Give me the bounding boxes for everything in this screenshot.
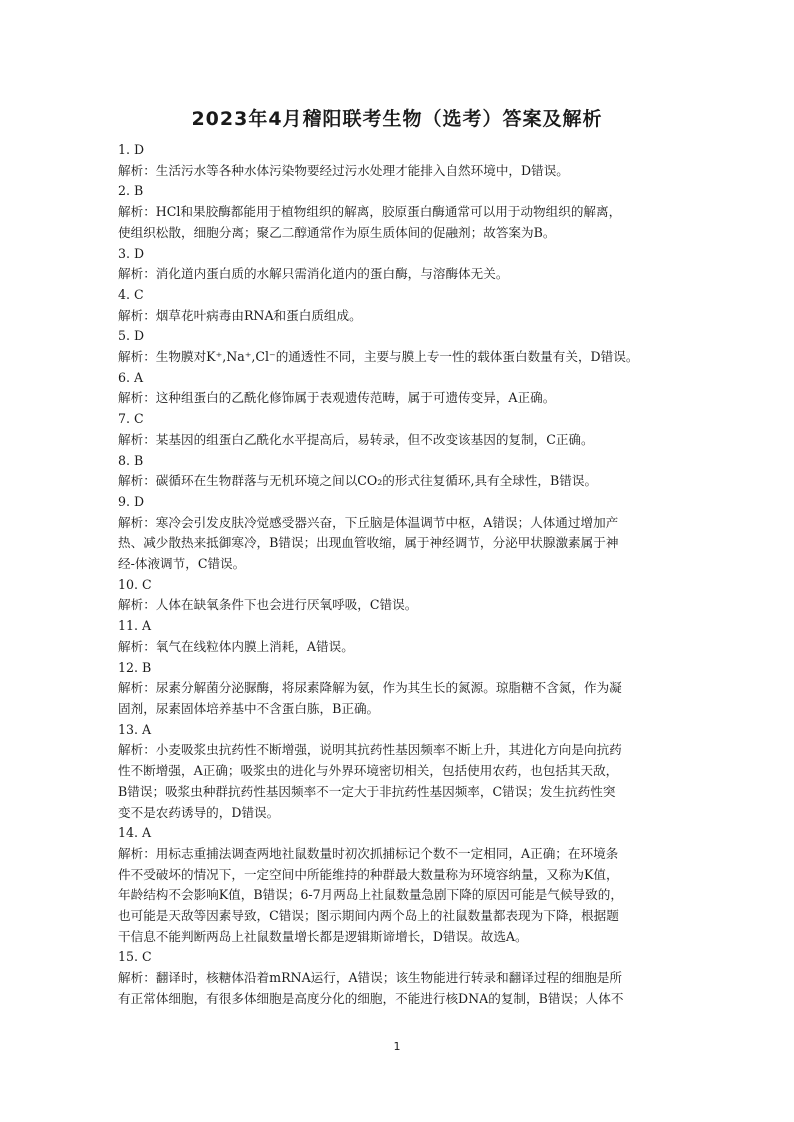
explanation-line: 解析：消化道内蛋白质的水解只需消化道内的蛋白酶，与溶酶体无关。 <box>118 266 509 282</box>
explanation-line: 解析：用标志重捕法调查两地社鼠数量时初次抓捕标记个数不一定相同，A正确；在环境条 <box>118 845 619 861</box>
answer-number: 11. A <box>118 618 152 634</box>
answer-number: 1. D <box>118 142 145 157</box>
answer-number: 2. B <box>118 183 144 199</box>
explanation-line: 干信息不能判断两岛上社鼠数量增长都是逻辑斯谛增长，D错误。故选A。 <box>118 928 528 944</box>
explanation-line: 经-体液调节，C错误。 <box>118 556 246 572</box>
explanation-line: B错误；吸浆虫种群抗药性基因频率不一定大于非抗药性基因频率，C错误；发生抗药性突 <box>118 783 616 799</box>
page-number: 1 <box>393 1040 401 1053</box>
explanation-line: 解析：人体在缺氧条件下也会进行厌氧呼吸，C错误。 <box>118 597 418 613</box>
answer-number: 14. A <box>118 825 152 841</box>
answer-number: 7. C <box>118 411 144 427</box>
explanation-line: 解析：寒冷会引发皮肤冷觉感受器兴奋，下丘脑是体温调节中枢，A错误；人体通过增加产 <box>118 514 619 530</box>
explanation-line: 性不断增强，A正确；吸浆虫的进化与外界环境密切相关，包括使用农药，也包括其天敌， <box>118 763 619 779</box>
answer-number: 15. C <box>118 949 152 965</box>
explanation-line: 变不是农药诱导的，D错误。 <box>118 804 280 820</box>
explanation-line: 解析：这种组蛋白的乙酰化修饰属于表观遗传范畴，属于可遗传变异，A正确。 <box>118 390 556 406</box>
explanation-line: 解析：生物膜对K⁺,Na⁺,Cl⁻的通透性不同，主要与膜上专一性的载体蛋白数量有关，D错误。 <box>118 349 639 365</box>
explanation-line: 解析：生活污水等各种水体污染物要经过污水处理才能排入自然环境中，D错误。 <box>118 162 569 178</box>
answer-list <box>118 140 676 1010</box>
explanation-line: 有正常体细胞，有很多体细胞是高度分化的细胞，不能进行核DNA的复制，B错误；人体不 <box>118 990 624 1006</box>
explanation-line: 解析：氧气在线粒体内膜上消耗，A错误。 <box>118 638 354 654</box>
explanation-line: 解析：翻译时，核糖体沿着mRNA运行，A错误；该生物能进行转录和翻译过程的细胞是所 <box>118 970 623 986</box>
page-title: 2023年4月稽阳联考生物（选考）答案及解析 <box>191 108 603 130</box>
explanation-line: 热、减少散热来抵御寒冷，B错误；出现血管收缩，属于神经调节，分泌甲状腺激素属于神 <box>118 535 619 551</box>
explanation-line: 年龄结构不会影响K值，B错误；6-7月两岛上社鼠数量急剧下降的原因可能是气候导致的， <box>118 887 623 903</box>
explanation-line: 解析：碳循环在生物群落与无机环境之间以CO₂的形式往复循环,具有全球性，B错误。 <box>118 473 598 489</box>
answer-number: 9. D <box>118 493 145 509</box>
answer-number: 8. B <box>118 452 144 468</box>
explanation-line: 件不受破坏的情况下，一定空间中所能维持的种群最大数量称为环境容纳量，又称为K值， <box>118 866 619 882</box>
explanation-line: 解析：某基因的组蛋白乙酰化水平提高后，易转录，但不改变该基因的复制，C正确。 <box>118 431 594 447</box>
explanation-line: 解析：烟草花叶病毒由RNA和蛋白质组成。 <box>118 307 362 323</box>
explanation-line: 固剂，尿素固体培养基中不含蛋白胨，B正确。 <box>118 700 380 716</box>
explanation-line: 解析：HCl和果胶酶都能用于植物组织的解离，胶原蛋白酶通常可以用于动物组织的解离， <box>118 204 622 220</box>
answer-number: 6. A <box>118 369 144 385</box>
answer-number: 13. A <box>118 721 152 737</box>
answer-number: 3. D <box>118 245 145 261</box>
explanation-line: 也可能是天敌等因素导致，C错误；图示期间内两个岛上的社鼠数量都表现为下降，根据题 <box>118 908 619 924</box>
explanation-line: 使组织松散，细胞分离；聚乙二醇通常作为原生质体间的促融剂；故答案为B。 <box>118 224 556 240</box>
explanation-line: 解析：尿素分解菌分泌脲酶，将尿素降解为氨，作为其生长的氮源。琼脂糖不含氮，作为凝 <box>118 680 622 696</box>
answer-number: 5. D <box>118 328 145 344</box>
answer-number: 4. C <box>118 286 144 302</box>
answer-number: 10. C <box>118 576 152 592</box>
answer-number: 12. B <box>118 659 152 675</box>
explanation-line: 解析：小麦吸浆虫抗药性不断增强，说明其抗药性基因频率不断上升，其进化方向是向抗药 <box>118 742 622 758</box>
